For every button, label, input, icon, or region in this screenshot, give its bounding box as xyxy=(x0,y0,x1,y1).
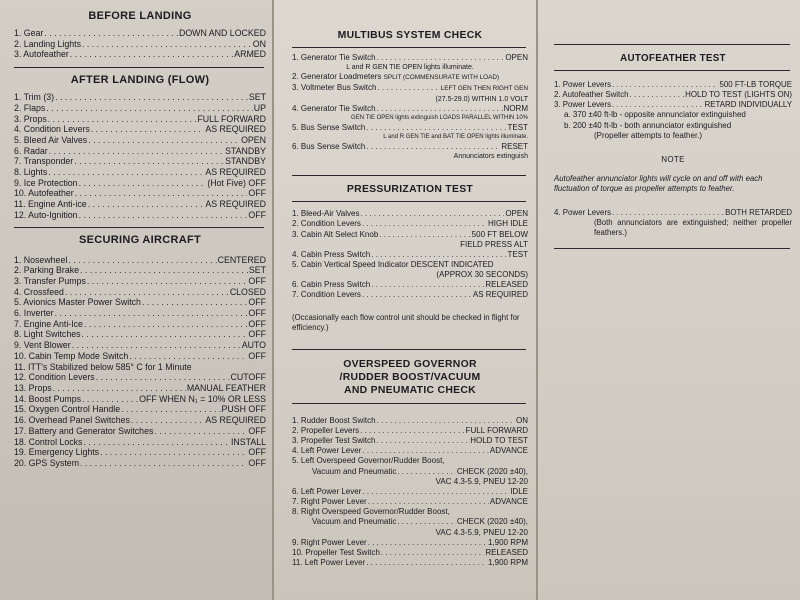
list-item: 2. Condition Levers . . . HIGH IDLE xyxy=(292,219,528,229)
overspeed-title: OVERSPEED GOVERNOR /RUDDER BOOST/VACUUM AND PNEUMATIC CHECK xyxy=(339,358,481,396)
list-item: 3. Voltmeter Bus Switch . . . LEFT GEN THEN RIGHT GEN xyxy=(292,83,528,94)
divider xyxy=(14,227,264,228)
list-item: 3. Power Levers . . . RETARD INDIVIDUALLY xyxy=(554,100,792,110)
list-item: 2. Propeller Levers . . . FULL FORWARD xyxy=(292,426,528,436)
list-item: 19. Emergency Lights . . . OFF xyxy=(14,447,266,458)
list-item: 7. Condition Levers . . . AS REQUIRED xyxy=(292,290,528,300)
list-item: 4. Condition Levers . . . AS REQUIRED xyxy=(14,124,266,135)
left-panel xyxy=(0,0,272,600)
multibus-list xyxy=(292,53,528,161)
list-item: Vacuum and Pneumatic . . . CHECK (2020 ±40), xyxy=(292,517,528,527)
list-item: 16. Overhead Panel Switches . . . AS REQUIRED xyxy=(14,415,266,426)
list-item: 1. Generator Tie Switch . . . OPEN xyxy=(292,53,528,63)
middle-panel xyxy=(274,0,536,600)
right-panel xyxy=(538,0,800,600)
list-item: 5. Left Overspeed Governor/Rudder Boost, xyxy=(292,456,445,466)
list-item: 10. Cabin Temp Mode Switch . . . OFF xyxy=(14,351,266,362)
list-item: 6. Radar . . . STANDBY xyxy=(14,146,266,157)
list-item-note: L and R GEN TIE OPEN lights illuminate. xyxy=(346,64,474,72)
list-item: 1. Power Levers . . . 500 FT-LB TORQUE xyxy=(554,80,792,90)
list-item: 12. Condition Levers . . . CUTOFF xyxy=(14,372,266,383)
after-landing-title: AFTER LANDING (FLOW) xyxy=(70,74,210,87)
list-item: 1. Gear . . . DOWN AND LOCKED xyxy=(14,28,266,39)
list-item-note: VAC 4.3-5.9, PNEU 12-20 xyxy=(435,476,528,486)
autofeather-title: AUTOFEATHER TEST xyxy=(620,53,726,64)
list-item: 3. Autofeather . . . ARMED xyxy=(14,49,266,60)
list-item: 18. Control Locks . . . INSTALL xyxy=(14,437,266,448)
list-item: 11. Engine Anti-ice . . . AS REQUIRED xyxy=(14,199,266,210)
list-item: 5. Bus Sense Switch . . . TEST xyxy=(292,123,528,133)
list-item: 11. ITT's Stabilized below 585° C for 1 Minute xyxy=(14,361,192,372)
pressurization-title: PRESSURIZATION TEST xyxy=(346,184,474,196)
list-item: 3. Transfer Pumps . . . OFF xyxy=(14,276,266,287)
list-item: 7. Engine Anti-Ice . . . OFF xyxy=(14,319,266,330)
list-item: 6. Inverter . . . OFF xyxy=(14,308,266,319)
after-landing-list xyxy=(14,92,266,220)
autofeather-list xyxy=(554,80,792,141)
divider xyxy=(554,248,790,249)
list-item: 7. Right Power Lever . . . ADVANCE xyxy=(292,497,528,507)
list-item-note: VAC 4.3-5.9, PNEU 12-20 xyxy=(435,527,528,537)
list-item: 5. Avionics Master Power Switch . . . OFF xyxy=(14,297,266,308)
list-item: 6. Bus Sense Switch . . . RESET xyxy=(292,142,528,152)
list-item: 5. Cabin Vertical Speed Indicator DESCENT INDICATED xyxy=(292,260,494,270)
list-item-note: L and R GEN TIE and BAT TIE OPEN lights illuminate. xyxy=(383,134,528,141)
list-item: 2. Parking Brake . . . SET xyxy=(14,265,266,276)
overspeed-list xyxy=(292,416,528,569)
list-item: 1. Trim (3) . . . SET xyxy=(14,92,266,103)
divider xyxy=(554,70,790,71)
list-item: 10. Autofeather . . . OFF xyxy=(14,188,266,199)
list-item: 6. Cabin Press Switch . . . RELEASED xyxy=(292,280,528,290)
list-item: 9. Vent Blower . . . AUTO xyxy=(14,340,266,351)
list-item: 1. Bleed-Air Valves . . . OPEN xyxy=(292,209,528,219)
list-item: 7. Transponder . . . STANDBY xyxy=(14,156,266,167)
list-item: 2. Landing Lights . . . ON xyxy=(14,39,266,50)
pressurization-list xyxy=(292,209,528,300)
before-landing-list xyxy=(14,28,266,60)
list-item: 15. Oxygen Control Handle . . . PUSH OFF xyxy=(14,404,266,415)
list-item: 2. Flaps . . . UP xyxy=(14,103,266,114)
divider xyxy=(292,201,526,202)
list-item: 2. Autofeather Switch . . . HOLD TO TEST (LIGHTS ON) xyxy=(554,90,792,100)
divider xyxy=(554,44,790,45)
list-item-sub: a. 370 ±40 ft-lb - opposite annunciator extinguished xyxy=(564,110,746,120)
list-item: 1. Nosewheel . . . CENTERED xyxy=(14,255,266,266)
list-item: 14. Boost Pumps . . . OFF WHEN N₁ = 10% OR LESS xyxy=(14,394,266,405)
divider xyxy=(14,67,264,68)
divider xyxy=(292,403,526,404)
list-item-note: Annunciators extinguish xyxy=(453,153,528,161)
list-item: 1. Rudder Boost Switch . . . ON xyxy=(292,416,528,426)
list-item: 6. Left Power Lever . . . IDLE xyxy=(292,487,528,497)
list-item-sub: b. 200 ±40 ft-lb - both annunciator extinguished xyxy=(564,120,732,130)
list-item-note: GEN TIE OPEN lights extinguish LOADS PARALLEL WITHIN 10% xyxy=(351,114,528,121)
before-landing-title: BEFORE LANDING xyxy=(88,10,192,22)
securing-aircraft-title: SECURING AIRCRAFT xyxy=(78,233,202,246)
list-item: 11. Left Power Lever . . . 1,900 RPM xyxy=(292,558,528,568)
multibus-title: MULTIBUS SYSTEM CHECK xyxy=(337,30,483,41)
list-item: 4. Left Power Lever . . . ADVANCE xyxy=(292,446,528,456)
list-item: 8. Light Switches . . . OFF xyxy=(14,329,266,340)
list-item-note: (APPROX 30 SECONDS) xyxy=(436,270,528,280)
divider xyxy=(292,175,526,176)
list-item: 17. Battery and Generator Switches . . . OFF xyxy=(14,426,266,437)
list-item-sub: (Both annunciators are extinguished; neither propeller feathers.) xyxy=(594,218,792,238)
list-item: 10. Propeller Test Switch . . . RELEASED xyxy=(292,548,528,558)
list-item: 4. Cabin Press Switch . . . TEST xyxy=(292,250,528,260)
list-item: 3. Cabin Alt Select Knob . . . 500 FT BELOW xyxy=(292,230,528,240)
list-item: 9. Ice Protection . . . (Hot Five) OFF xyxy=(14,178,266,189)
list-item-sub: (Propeller attempts to feather.) xyxy=(594,130,703,140)
list-item-note: FIELD PRESS ALT xyxy=(460,239,528,249)
list-item: 8. Lights . . . AS REQUIRED xyxy=(14,167,266,178)
securing-aircraft-list xyxy=(14,255,266,469)
divider xyxy=(292,47,526,48)
note-title: NOTE xyxy=(661,155,685,165)
list-item: 3. Props . . . FULL FORWARD xyxy=(14,114,266,125)
list-item: 12. Auto-Ignition . . . OFF xyxy=(14,210,266,221)
list-item: 4. Generator Tie Switch . . . NORM xyxy=(292,104,528,114)
pressurization-note: (Occasionally each flow control unit should be checked in flight for efficiency.) xyxy=(292,312,520,332)
list-item: 13. Props . . . MANUAL FEATHER xyxy=(14,383,266,394)
list-item: 20. GPS System . . . OFF xyxy=(14,458,266,469)
note-text: Autofeather annunciator lights will cycle on and off with each fluctuation of torque as propeller attempts to feather. xyxy=(554,174,763,194)
list-item: 9. Right Power Lever . . . 1,900 RPM xyxy=(292,538,528,548)
list-item: 8. Right Overspeed Governor/Rudder Boost, xyxy=(292,507,450,517)
divider xyxy=(292,349,526,350)
list-item: 4. Crossfeed . . . CLOSED xyxy=(14,287,266,298)
list-item: 2. Generator Loadmeters SPLIT (COMMENSURATE WITH LOAD) xyxy=(292,72,500,82)
list-item: 4. Power Levers . . . BOTH RETARDED xyxy=(554,208,792,218)
list-item-note: (27.5-29.0) WITHIN 1.0 VOLT xyxy=(435,95,528,103)
list-item: 5. Bleed Air Valves . . . OPEN xyxy=(14,135,266,146)
list-item: Vacuum and Pneumatic . . . CHECK (2020 ±40), xyxy=(292,467,528,477)
list-item: 3. Propeller Test Switch . . . HOLD TO TEST xyxy=(292,436,528,446)
